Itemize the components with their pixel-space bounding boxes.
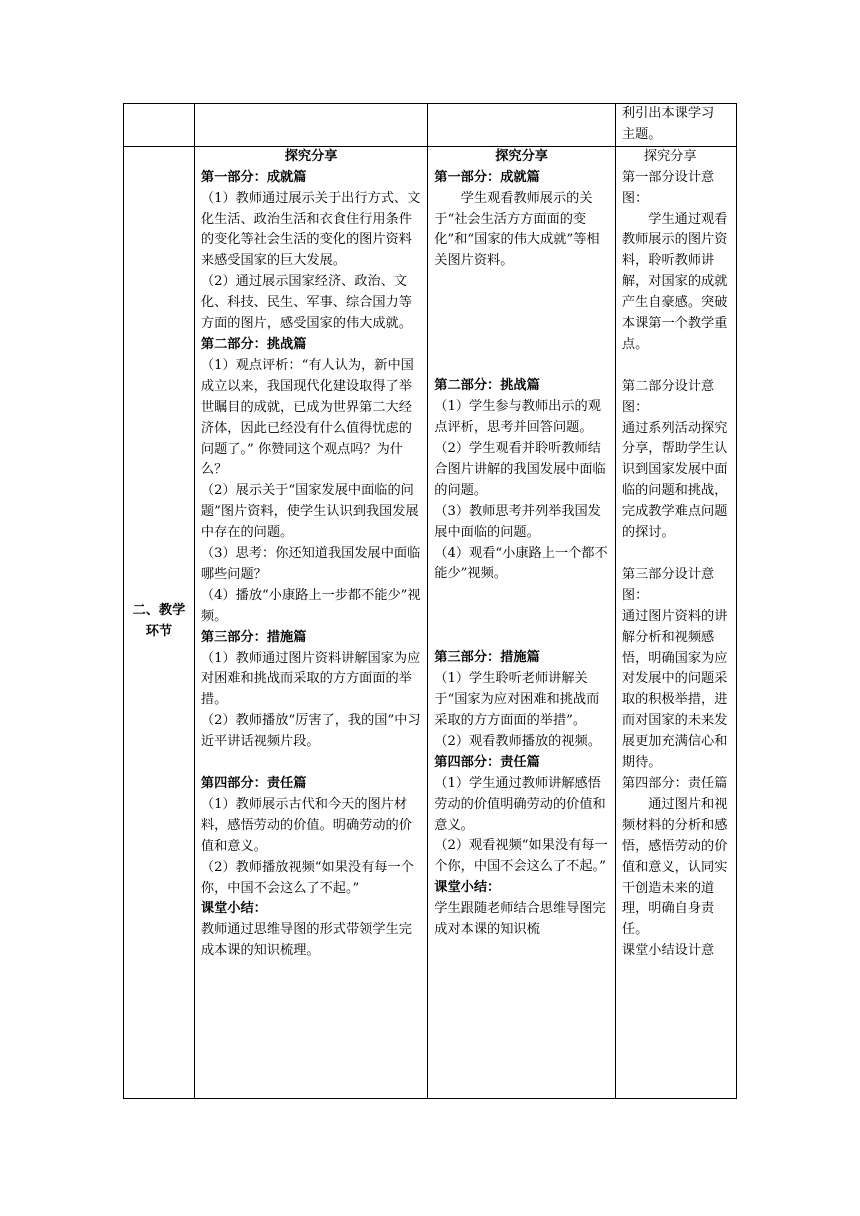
- teacher-part2-item: （4）播放“小康路上一步都不能少”视频。: [200, 587, 421, 624]
- table-row-teaching: [124, 146, 737, 1098]
- design-part4-title: 第四部分：责任篇: [621, 775, 728, 791]
- student-part3-title: 第三部分：措施篇: [434, 650, 540, 666]
- student-summary-text: 学生跟随老师结合思维导图完成对本课的知识梳: [434, 901, 606, 938]
- student-part2-item: （3）教师思考并列举我国发展中面临的问题。: [434, 503, 601, 540]
- student-activity-cell: [428, 146, 616, 1098]
- stage-label-line-2: 环节: [145, 624, 173, 640]
- student-part2-title: 第二部分：挑战篇: [434, 378, 540, 394]
- design-part1-text: 学生通过观看教师展示的图片资料，聆听教师讲解，对国家的成就产生自豪感。突破本课第一个教学重点。: [621, 211, 728, 352]
- cell-empty-1: [124, 104, 195, 147]
- student-heading: 探究分享: [495, 148, 548, 164]
- teacher-part2-item: （2）展示关于“国家发展中面临的问题”图片资料，使学生认识到我国发展中存在的问题。: [200, 483, 419, 541]
- spacer: [622, 544, 730, 565]
- teacher-activity-cell: [194, 146, 427, 1098]
- teacher-part4-item: （1）教师展示古代和今天的图片材料，感悟劳动的价值。明确劳动的价值和意义。: [200, 796, 412, 854]
- student-part2-item: （2）学生观看并聆听教师结合图片讲解的我国发展中面临的问题。: [434, 440, 606, 498]
- teacher-part1-item: （2）通过展示国家经济、政治、文化、科技、民生、军事、综合国力等方面的图片，感受国家的伟大成就。: [200, 274, 412, 332]
- spacer: [201, 753, 421, 774]
- teacher-summary-text: 教师通过思维导图的形式带领学生完成本课的知识梳理。: [200, 922, 412, 959]
- student-summary-title: 课堂小结：: [434, 880, 501, 896]
- teacher-part4-title: 第四部分：责任篇: [200, 775, 307, 791]
- design-part3-text: 通过图片资料的讲解分析和视频感悟，明确国家为应对发展中的问题采取的积极举措，进而对国家的未来发展更加充满信心和期待。: [621, 608, 728, 771]
- teacher-part1-title: 第一部分：成就篇: [200, 169, 307, 185]
- teacher-heading: 探究分享: [284, 148, 338, 164]
- student-part2-item: （4）观看“小康路上一个都不能少”视频。: [434, 545, 608, 582]
- teacher-part2-item: （3）思考：你还知道我国发展中面临哪些问题？: [200, 546, 421, 582]
- design-part2-title: 第二部分设计意图：: [621, 378, 715, 415]
- spacer: [434, 585, 609, 648]
- teacher-part3-title: 第三部分：措施篇: [200, 629, 307, 645]
- stage-label-cell: [124, 146, 195, 1098]
- cell-top-design: [615, 104, 736, 147]
- teacher-summary-title: 课堂小结：: [200, 901, 267, 917]
- student-part1-text: 学生观看教师展示的关于“社会生活方方面面的变化”和“国家的伟大成就”等相关图片资料。: [434, 190, 600, 269]
- stage-label-line-1: 二、教学: [132, 603, 186, 619]
- student-part3-item: （1）学生聆听老师讲解关于“国家为应对困难和挑战而采取的方方面面的举措”。: [434, 671, 600, 729]
- student-part4-title: 第四部分：责任篇: [434, 754, 540, 770]
- cell-empty-2: [194, 104, 427, 147]
- design-intent-cell: [615, 146, 736, 1098]
- student-part1-title: 第一部分：成就篇: [434, 169, 540, 185]
- spacer: [434, 272, 609, 376]
- lesson-plan-table: [123, 103, 737, 1099]
- design-part4-text: 通过图片和视频材料的分析和感悟，感悟劳动的价值和意义，认同实干创造未来的道理，明确自身责任。: [621, 796, 728, 938]
- teacher-part3-item: （2）教师播放“厉害了，我的国”中习近平讲话视频片段。: [200, 713, 421, 750]
- design-part2-text: 通过系列活动探究分享，帮助学生认识到国家发展中面临的问题和挑战，完成教学难点问题的探讨。: [621, 420, 728, 541]
- student-part4-item: （1）学生通过教师讲解感悟劳动的价值明确劳动的价值和意义。: [434, 775, 606, 833]
- table-row-top: [124, 104, 737, 147]
- design-part1-title: 第一部分设计意图：: [621, 169, 715, 206]
- design-summary-title: 课堂小结设计意: [621, 943, 715, 959]
- spacer: [622, 356, 730, 377]
- teacher-part1-item: （1）教师通过展示关于出行方式、文化生活、政治生活和衣食住行用条件的变化等社会生活的变化的图片资料来感受国家的巨大发展。: [200, 190, 421, 269]
- student-part2-item: （1）学生参与教师出示的观点评析，思考并回答问题。: [434, 399, 601, 436]
- top-design-line-1: 利引出本课学习: [621, 106, 715, 121]
- student-part3-item: （2）观看教师播放的视频。: [434, 733, 601, 749]
- design-part3-title: 第三部分设计意图：: [621, 566, 715, 603]
- cell-empty-3: [428, 104, 616, 147]
- teacher-part2-title: 第二部分：挑战篇: [200, 336, 307, 352]
- student-part4-item: （2）观看视频“如果没有每一个你，中国不会这么了不起。”: [434, 838, 608, 875]
- teacher-part4-item: （2）教师播放视频“如果没有每一个你，中国不会这么了不起。”: [200, 859, 414, 896]
- top-design-line-2: 主题。: [621, 126, 662, 142]
- teacher-part2-item: （1）观点评析：“有人认为，新中国成立以来，我国现代化建设取得了举世瞩目的成就，已成为世界第二大经济体，因此已经没有什么值得忧虑的问题了。” 你赞同这个观点吗？为什么？: [200, 357, 414, 478]
- teacher-part3-item: （1）教师通过图片资料讲解国家为应对困难和挑战而采取的方方面面的举措。: [200, 650, 421, 708]
- design-heading: 探究分享: [643, 148, 697, 164]
